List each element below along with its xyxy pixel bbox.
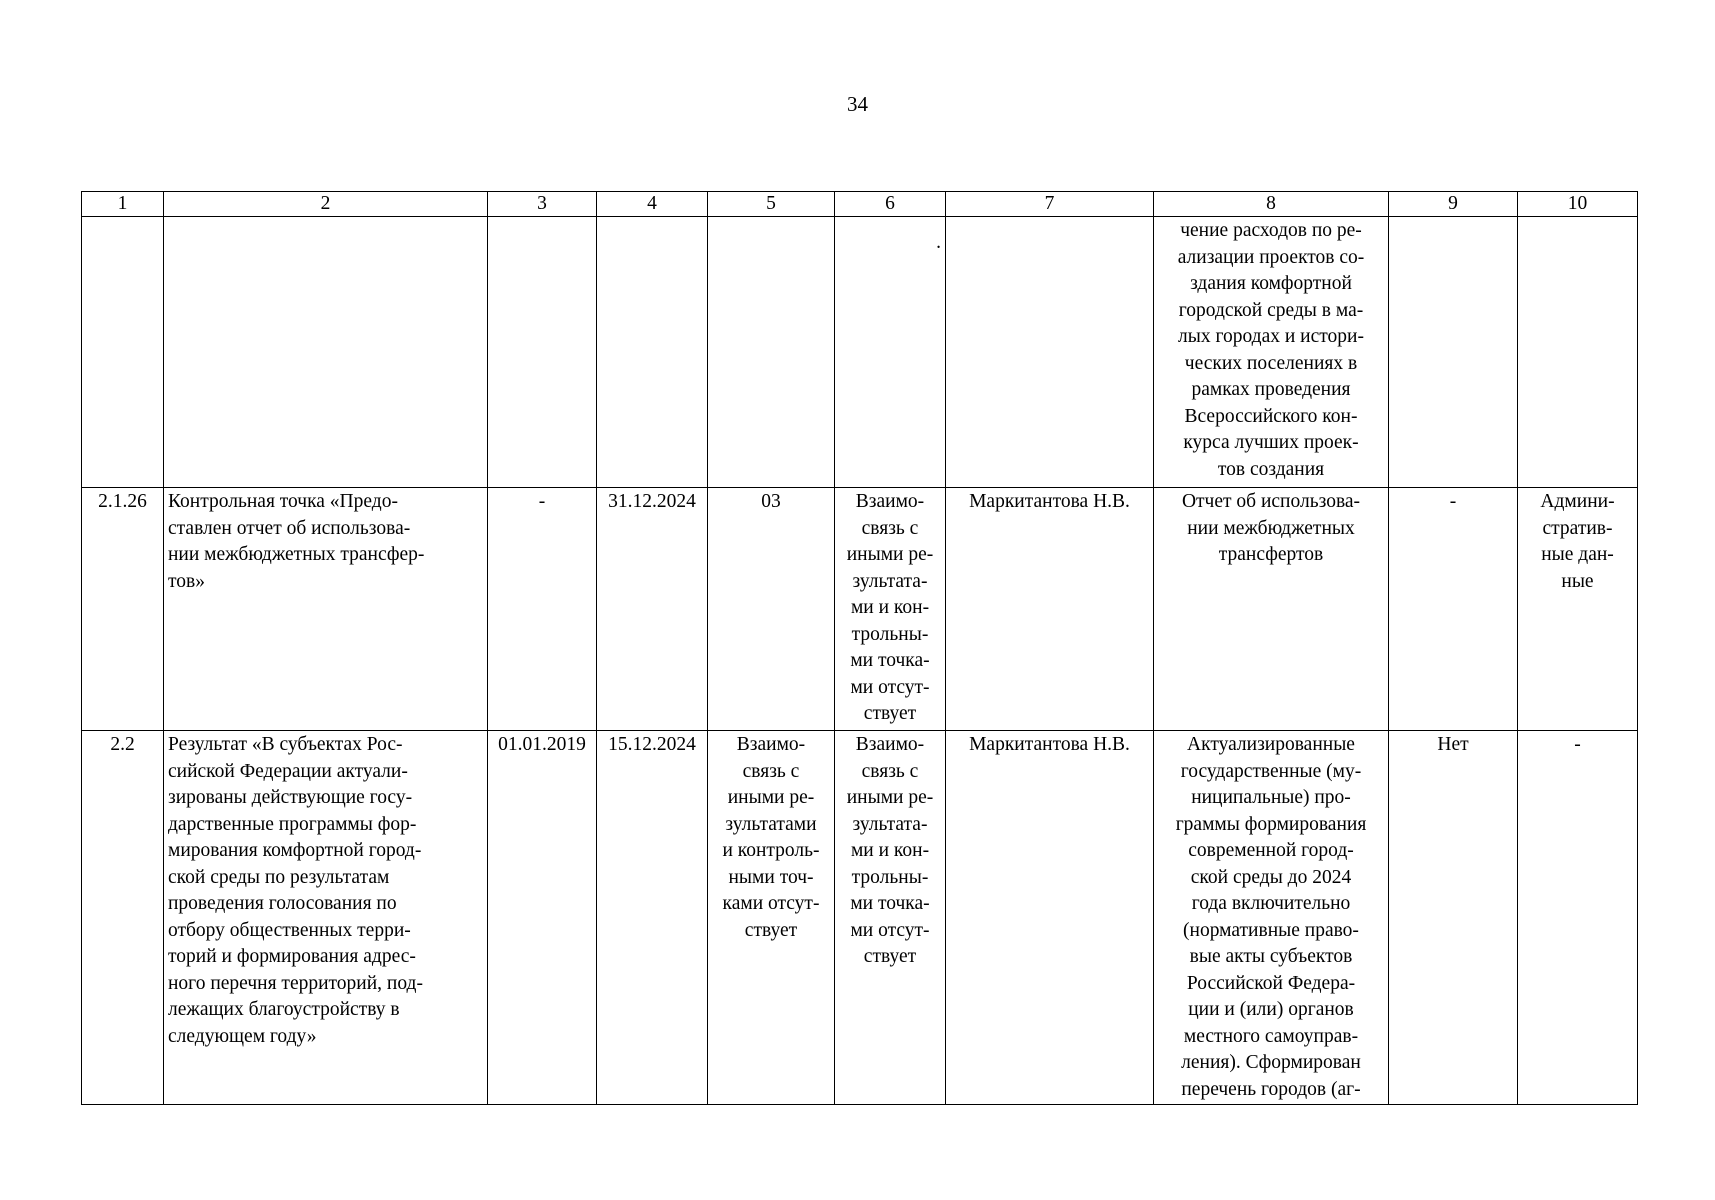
cell-flag: - [1389,488,1518,731]
column-header-5: 5 [708,192,835,217]
data-table [81,191,1638,1105]
cell-successor: . [835,217,946,488]
column-header-1: 1 [82,192,164,217]
cell-name: Контрольная точка «Предо- ставлен отчет об использова- нии межбюджетных трансфер- тов» [164,488,488,731]
cell-flag: Нет [1389,731,1518,1105]
cell-number: 2.1.26 [82,488,164,731]
cell-predecessor [708,217,835,488]
cell-source: Админи- стратив- ные дан- ные [1518,488,1638,731]
cell-flag [1389,217,1518,488]
cell-start-date [488,217,597,488]
cell-predecessor: 03 [708,488,835,731]
page-number: 34 [847,92,868,116]
cell-successor: Взаимо- связь с иными ре- зультата- ми и кон- трольны- ми точка- ми отсут- ствует [835,488,946,731]
cell-source [1518,217,1638,488]
column-header-9: 9 [1389,192,1518,217]
cell-start-date: 01.01.2019 [488,731,597,1105]
cell-source: - [1518,731,1638,1105]
cell-start-date: - [488,488,597,731]
cell-end-date: 15.12.2024 [597,731,708,1105]
cell-predecessor: Взаимо- связь с иными ре- зультатами и контроль- ными точ- ками отсут- ствует [708,731,835,1105]
table-row [82,731,1638,1105]
cell-successor: Взаимо- связь с иными ре- зультата- ми и кон- трольны- ми точка- ми отсут- ствует [835,731,946,1105]
column-header-2: 2 [164,192,488,217]
cell-name: Результат «В субъектах Рос- сийской Федерации актуали- зированы действующие госу- дарственные программы фор- мирования комфортной город- ской среды по результатам проведения голосования по отбору общественных терри- торий и формирования адрес- ного перечня территорий, под- лежащих благоустройству в следующем году» [164,731,488,1105]
column-header-4: 4 [597,192,708,217]
cell-end-date [597,217,708,488]
column-header-6: 6 [835,192,946,217]
column-header-7: 7 [946,192,1154,217]
table-row [82,488,1638,731]
column-header-8: 8 [1154,192,1389,217]
cell-responsible: Маркитантова Н.В. [946,488,1154,731]
header-row [82,192,1638,217]
cell-number [82,217,164,488]
cell-name [164,217,488,488]
table-row [82,217,1638,488]
column-header-3: 3 [488,192,597,217]
cell-end-date: 31.12.2024 [597,488,708,731]
cell-result-type: Отчет об использова- нии межбюджетных трансфертов [1154,488,1389,731]
cell-result-type: чение расходов по ре- ализации проектов со- здания комфортной городской среды в ма- лых городах и истори- ческих поселениях в рамках проведения Всероссийского кон- курса лучших проек- тов создания [1154,217,1389,488]
cell-responsible: Маркитантова Н.В. [946,731,1154,1105]
cell-responsible [946,217,1154,488]
column-header-10: 10 [1518,192,1638,217]
cell-result-type: Актуализированные государственные (му- ниципальные) про- граммы формирования современной город- ской среды до 2024 года включительно (нормативные право- вые акты субъектов Российской Федера- ции и (или) органов местного самоуправ- ления). Сформирован перечень городов (аг- [1154,731,1389,1105]
cell-number: 2.2 [82,731,164,1105]
